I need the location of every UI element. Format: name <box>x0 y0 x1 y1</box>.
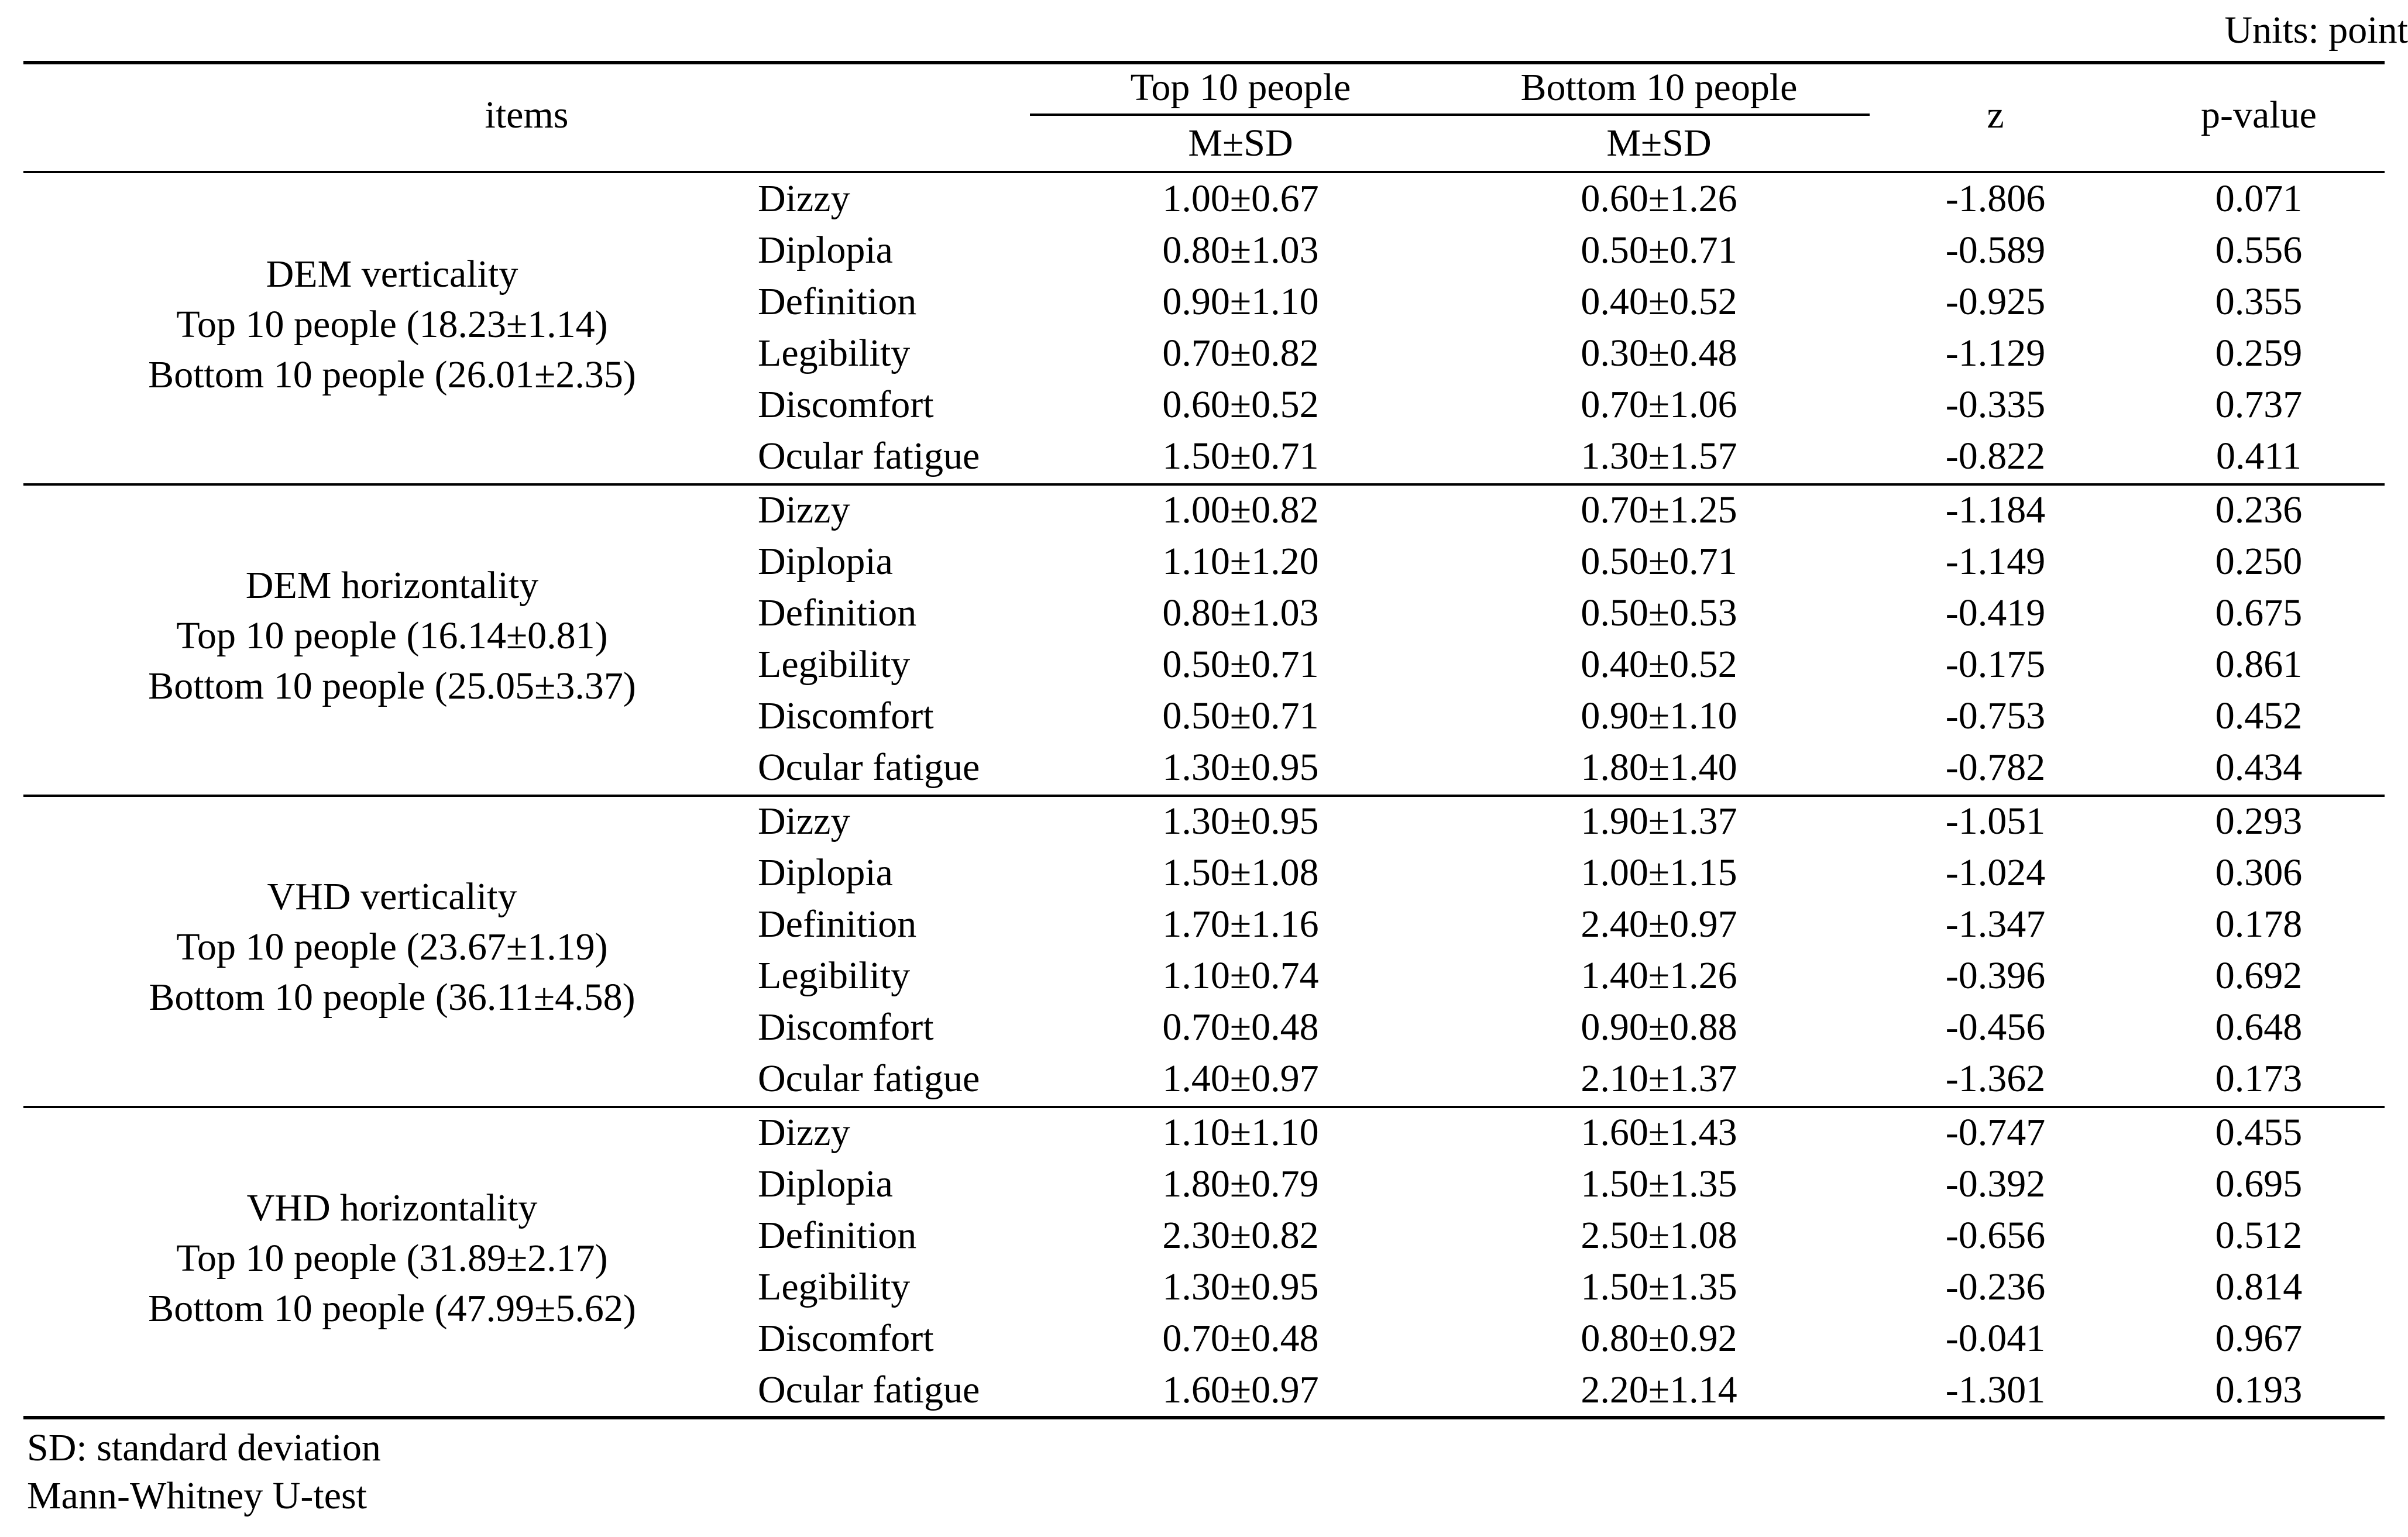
row-item: Dizzy <box>758 489 850 531</box>
row-top-msd: 1.30±0.95 <box>1162 1266 1319 1308</box>
row-z: -1.362 <box>1945 1057 2046 1100</box>
row-p-value: 0.071 <box>2215 177 2303 220</box>
header-msd-bottom: M±SD <box>1606 122 1712 164</box>
row-p-value: 0.814 <box>2215 1266 2303 1308</box>
group-top-summary: Top 10 people (23.67±1.19) <box>176 926 608 968</box>
group-label <box>149 872 635 1023</box>
row-bottom-msd: 1.50±1.35 <box>1581 1266 1737 1308</box>
row-bottom-msd: 1.40±1.26 <box>1581 954 1737 997</box>
row-bottom-msd: 0.40±0.52 <box>1581 643 1737 686</box>
row-item: Ocular fatigue <box>758 1057 980 1100</box>
row-item: Diplopia <box>758 1163 893 1205</box>
row-item: Ocular fatigue <box>758 1368 980 1411</box>
row-bottom-msd: 0.70±1.06 <box>1581 383 1737 426</box>
row-z: -0.236 <box>1945 1266 2046 1308</box>
row-bottom-msd: 0.40±0.52 <box>1581 280 1737 323</box>
row-p-value: 0.556 <box>2215 229 2303 271</box>
row-z: -0.396 <box>1945 954 2046 997</box>
row-p-value: 0.355 <box>2215 280 2303 323</box>
row-z: -0.656 <box>1945 1214 2046 1257</box>
row-item: Diplopia <box>758 540 893 583</box>
row-item: Diplopia <box>758 851 893 894</box>
row-item: Definition <box>758 280 917 323</box>
row-bottom-msd: 2.40±0.97 <box>1581 903 1737 945</box>
row-bottom-msd: 0.60±1.26 <box>1581 177 1737 220</box>
group-label <box>148 561 636 711</box>
row-item: Definition <box>758 592 917 634</box>
row-item: Diplopia <box>758 229 893 271</box>
row-z: -0.782 <box>1945 746 2046 789</box>
row-p-value: 0.648 <box>2215 1006 2303 1048</box>
row-p-value: 0.695 <box>2215 1163 2303 1205</box>
row-z: -1.024 <box>1945 851 2046 894</box>
row-bottom-msd: 1.50±1.35 <box>1581 1163 1737 1205</box>
row-item: Discomfort <box>758 694 934 737</box>
row-bottom-msd: 0.50±0.71 <box>1581 229 1737 271</box>
group-top-summary: Top 10 people (31.89±2.17) <box>176 1237 608 1280</box>
row-p-value: 0.512 <box>2215 1214 2303 1257</box>
row-top-msd: 1.40±0.97 <box>1162 1057 1319 1100</box>
row-bottom-msd: 2.20±1.14 <box>1581 1368 1737 1411</box>
row-top-msd: 2.30±0.82 <box>1162 1214 1319 1257</box>
row-top-msd: 1.80±0.79 <box>1162 1163 1319 1205</box>
row-bottom-msd: 0.80±0.92 <box>1581 1317 1737 1360</box>
row-p-value: 0.293 <box>2215 800 2303 843</box>
row-z: -1.129 <box>1945 332 2046 374</box>
row-z: -0.822 <box>1945 435 2046 477</box>
row-z: -0.925 <box>1945 280 2046 323</box>
group-separator-rule <box>23 795 2385 797</box>
row-z: -0.747 <box>1945 1111 2046 1154</box>
header-z: z <box>1987 94 2004 136</box>
row-top-msd: 0.70±0.82 <box>1162 332 1319 374</box>
row-top-msd: 1.10±1.10 <box>1162 1111 1319 1154</box>
row-item: Ocular fatigue <box>758 435 980 477</box>
footnote-test: Mann-Whitney U-test <box>27 1474 367 1517</box>
group-separator-rule <box>23 483 2385 486</box>
header-bottom-rule <box>23 171 2385 173</box>
header-items: items <box>485 94 569 136</box>
row-p-value: 0.692 <box>2215 954 2303 997</box>
row-top-msd: 0.80±1.03 <box>1162 229 1319 271</box>
row-z: -0.335 <box>1945 383 2046 426</box>
row-z: -0.175 <box>1945 643 2046 686</box>
row-p-value: 0.861 <box>2215 643 2303 686</box>
row-bottom-msd: 0.70±1.25 <box>1581 489 1737 531</box>
row-item: Legibility <box>758 954 911 997</box>
row-z: -1.184 <box>1945 489 2046 531</box>
row-top-msd: 1.50±1.08 <box>1162 851 1319 894</box>
row-p-value: 0.178 <box>2215 903 2303 945</box>
row-p-value: 0.675 <box>2215 592 2303 634</box>
row-top-msd: 0.90±1.10 <box>1162 280 1319 323</box>
row-item: Discomfort <box>758 383 934 426</box>
group-separator-rule <box>23 1106 2385 1108</box>
row-item: Ocular fatigue <box>758 746 980 789</box>
row-bottom-msd: 1.90±1.37 <box>1581 800 1737 843</box>
row-bottom-msd: 2.50±1.08 <box>1581 1214 1737 1257</box>
group-label <box>148 249 636 400</box>
row-item: Dizzy <box>758 800 850 843</box>
row-bottom-msd: 0.50±0.71 <box>1581 540 1737 583</box>
row-z: -1.347 <box>1945 903 2046 945</box>
units-label: Units: point <box>2224 9 2408 51</box>
row-z: -1.301 <box>1945 1368 2046 1411</box>
header-p-value: p-value <box>2201 94 2317 136</box>
row-item: Legibility <box>758 1266 911 1308</box>
row-top-msd: 0.70±0.48 <box>1162 1317 1319 1360</box>
row-p-value: 0.236 <box>2215 489 2303 531</box>
row-bottom-msd: 0.30±0.48 <box>1581 332 1737 374</box>
group-name: DEM verticality <box>266 253 518 295</box>
group-name: VHD horizontality <box>246 1187 538 1229</box>
row-p-value: 0.434 <box>2215 746 2303 789</box>
row-z: -0.041 <box>1945 1317 2046 1360</box>
row-p-value: 0.250 <box>2215 540 2303 583</box>
row-item: Definition <box>758 1214 917 1257</box>
group-top-summary: Top 10 people (18.23±1.14) <box>176 303 608 346</box>
row-bottom-msd: 0.50±0.53 <box>1581 592 1737 634</box>
row-top-msd: 0.70±0.48 <box>1162 1006 1319 1048</box>
row-top-msd: 0.50±0.71 <box>1162 694 1319 737</box>
row-item: Discomfort <box>758 1006 934 1048</box>
row-top-msd: 1.30±0.95 <box>1162 746 1319 789</box>
row-top-msd: 1.10±1.20 <box>1162 540 1319 583</box>
row-p-value: 0.737 <box>2215 383 2303 426</box>
row-top-msd: 1.50±0.71 <box>1162 435 1319 477</box>
row-p-value: 0.259 <box>2215 332 2303 374</box>
row-z: -0.392 <box>1945 1163 2046 1205</box>
group-label <box>148 1183 636 1334</box>
row-z: -0.456 <box>1945 1006 2046 1048</box>
row-bottom-msd: 1.00±1.15 <box>1581 851 1737 894</box>
group-name: VHD verticality <box>267 875 517 918</box>
row-bottom-msd: 1.60±1.43 <box>1581 1111 1737 1154</box>
footnote-sd: SD: standard deviation <box>27 1426 381 1469</box>
group-bottom-summary: Bottom 10 people (26.01±2.35) <box>148 353 636 396</box>
row-bottom-msd: 0.90±0.88 <box>1581 1006 1737 1048</box>
row-top-msd: 1.70±1.16 <box>1162 903 1319 945</box>
row-top-msd: 1.00±0.67 <box>1162 177 1319 220</box>
row-top-msd: 0.50±0.71 <box>1162 643 1319 686</box>
row-p-value: 0.193 <box>2215 1368 2303 1411</box>
header-subrule <box>1030 114 1870 116</box>
row-bottom-msd: 1.30±1.57 <box>1581 435 1737 477</box>
row-z: -0.589 <box>1945 229 2046 271</box>
row-item: Definition <box>758 903 917 945</box>
row-z: -0.753 <box>1945 694 2046 737</box>
group-name: DEM horizontality <box>245 564 539 607</box>
row-top-msd: 0.80±1.03 <box>1162 592 1319 634</box>
row-p-value: 0.411 <box>2215 435 2302 477</box>
group-bottom-summary: Bottom 10 people (25.05±3.37) <box>148 665 636 707</box>
row-item: Dizzy <box>758 177 850 220</box>
header-top-group: Top 10 people <box>1130 66 1351 109</box>
row-top-msd: 1.60±0.97 <box>1162 1368 1319 1411</box>
row-z: -1.149 <box>1945 540 2046 583</box>
header-msd-top: M±SD <box>1188 122 1293 164</box>
row-p-value: 0.306 <box>2215 851 2303 894</box>
row-bottom-msd: 0.90±1.10 <box>1581 694 1737 737</box>
row-item: Dizzy <box>758 1111 850 1154</box>
group-top-summary: Top 10 people (16.14±0.81) <box>176 614 608 657</box>
row-top-msd: 0.60±0.52 <box>1162 383 1319 426</box>
row-top-msd: 1.30±0.95 <box>1162 800 1319 843</box>
row-item: Discomfort <box>758 1317 934 1360</box>
row-bottom-msd: 1.80±1.40 <box>1581 746 1737 789</box>
row-bottom-msd: 2.10±1.37 <box>1581 1057 1737 1100</box>
row-p-value: 0.452 <box>2215 694 2303 737</box>
table-bottom-rule <box>23 1416 2385 1419</box>
group-bottom-summary: Bottom 10 people (47.99±5.62) <box>148 1287 636 1330</box>
row-p-value: 0.967 <box>2215 1317 2303 1360</box>
header-bottom-group: Bottom 10 people <box>1520 66 1798 109</box>
row-p-value: 0.173 <box>2215 1057 2303 1100</box>
row-z: -1.806 <box>1945 177 2046 220</box>
row-z: -0.419 <box>1945 592 2046 634</box>
group-bottom-summary: Bottom 10 people (36.11±4.58) <box>149 976 636 1019</box>
row-p-value: 0.455 <box>2215 1111 2303 1154</box>
row-z: -1.051 <box>1945 800 2046 843</box>
row-top-msd: 1.10±0.74 <box>1162 954 1319 997</box>
row-item: Legibility <box>758 332 911 374</box>
row-item: Legibility <box>758 643 911 686</box>
row-top-msd: 1.00±0.82 <box>1162 489 1319 531</box>
